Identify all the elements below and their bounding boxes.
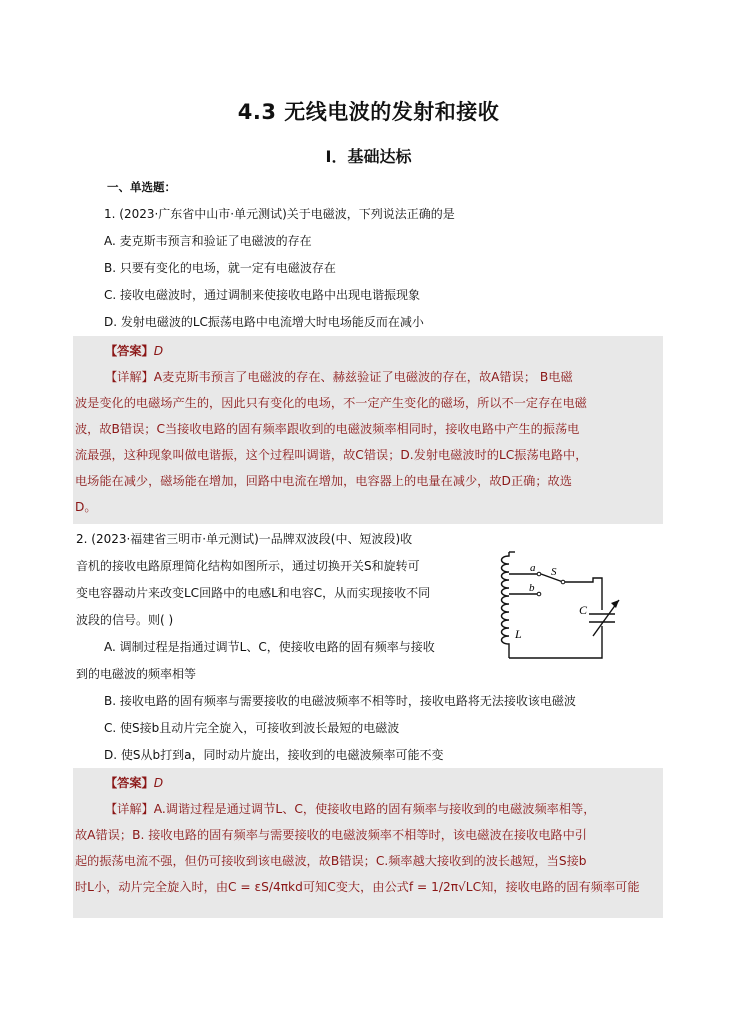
label-b: b [529, 582, 535, 594]
section-subtitle: Ⅰ．基础达标 [325, 147, 412, 166]
detail-line: 【详解】A麦克斯韦预言了电磁波的存在、赫兹验证了电磁波的存在，故A错误； B电磁 [105, 370, 573, 384]
page-title: 4.3 无线电波的发射和接收 [237, 100, 500, 124]
question-2-stem-line: 变电容器动片来改变LC回路中的电感L和电容C，从而实现接收不同 [76, 586, 431, 600]
answer-line [105, 774, 163, 791]
detail-line: 电场能在减少，磁场能在增加，回路中电流在增加，电容器上的电量在减少，故D正确；故选 [75, 474, 572, 488]
detail-line: 【详解】A.调谐过程是通过调节L、C，使接收电路的固有频率与接收到的电磁波频率相等， [105, 802, 596, 816]
question-1-stem: 1. (2023·广东省中山市·单元测试)关于电磁波，下列说法正确的是 [104, 207, 455, 221]
question-2-option-b: B. 接收电路的固有频率与需要接收的电磁波频率不相等时，接收电路将无法接收该电磁波 [104, 694, 576, 708]
detail-line: 流最强，这种现象叫做电谐振，这个过程叫调谐，故C错误；D.发射电磁波时的LC振荡电路中， [75, 448, 588, 462]
section-heading: 一、单选题： [107, 180, 176, 194]
question-1-answer-box [73, 336, 663, 524]
question-2-option-a: A. 调制过程是指通过调节L、C，使接收电路的固有频率与接收 [104, 640, 435, 654]
question-1-option-a: A. 麦克斯韦预言和验证了电磁波的存在 [104, 234, 312, 248]
label-s: S [551, 566, 557, 578]
detail-line: 波是变化的电磁场产生的，因此只有变化的电场，不一定产生变化的磁场，所以不一定存在电磁 [75, 396, 587, 410]
question-2-option-a-cont: 到的电磁波的频率相等 [76, 667, 197, 681]
inductor-coil [502, 552, 510, 658]
answer-label: 【答案】 [105, 776, 154, 790]
question-1-option-c: C. 接收电磁波时，通过调制来使接收电路中出现电谐振现象 [104, 288, 421, 302]
question-2-answer-box [73, 768, 663, 918]
answer-line [105, 342, 163, 359]
answer-label: 【答案】 [105, 344, 154, 358]
question-2-stem-line: 音机的接收电路原理简化结构如图所示，通过切换开关S和旋转可 [76, 559, 420, 573]
detail-line: 故A错误；B. 接收电路的固有频率与需要接收的电磁波频率不相等时，该电磁波在接收电路中引 [75, 828, 587, 842]
detail-line: 起的振荡电流不强，但仍可接收到该电磁波，故B错误；C.频率越大接收到的波长越短，当S接b [75, 854, 587, 868]
answer-value: D [153, 776, 164, 790]
question-1-option-d: D. 发射电磁波的LC振荡电路中电流增大时电场能反而在减小 [104, 315, 424, 329]
question-2-stem-line: 波段的信号。则( ) [76, 613, 174, 627]
detail-line: 波，故B错误；C当接收电路的固有频率跟收到的电磁波频率相同时，接收电路中产生的振荡电 [75, 422, 580, 436]
detail-line: D。 [75, 500, 97, 514]
answer-value: D [153, 344, 164, 358]
label-c: C [579, 603, 588, 617]
question-2-option-c: C. 使S接b且动片完全旋入，可接收到波长最短的电磁波 [104, 721, 400, 735]
lc-circuit-diagram [497, 548, 657, 663]
question-2-stem-line: 2. (2023·福建省三明市·单元测试)一品牌双波段(中、短波段)收 [76, 532, 413, 546]
label-l: L [515, 627, 522, 641]
detail-line: 时L小，动片完全旋入时，由C = εS/4πkd可知C变大，由公式f = 1/2π√LC知，接收电路的固有频率可能 [75, 880, 640, 894]
question-2-option-d: D. 使S从b打到a，同时动片旋出，接收到的电磁波频率可能不变 [104, 748, 444, 762]
question-1-option-b: B. 只要有变化的电场，就一定有电磁波存在 [104, 261, 336, 275]
label-a: a [530, 562, 536, 574]
